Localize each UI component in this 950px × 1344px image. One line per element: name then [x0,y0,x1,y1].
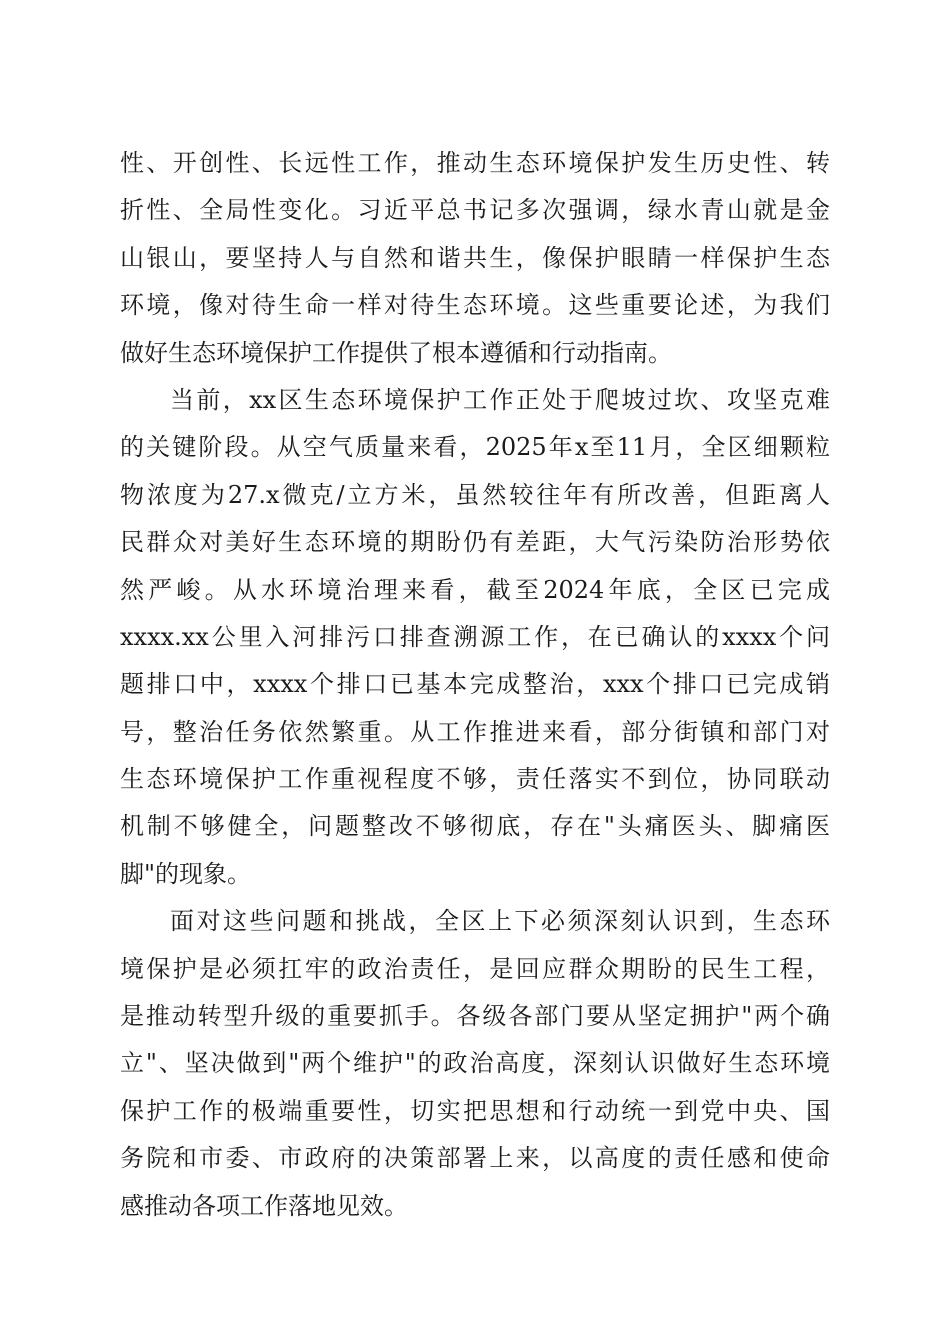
text-line: 山银山，要坚持人与自然和谐共生，像保护眼睛一样保护生态 [120,243,830,272]
text-line: 是推动转型升级的重要抓手。各级各部门要从坚定拥护"两个确 [120,1002,830,1031]
text-line: 折性、全局性变化。习近平总书记多次强调，绿水青山就是金 [120,196,830,225]
text-line: xxxx.xx公里入河排污口排查溯源工作，在已确认的xxxx个问 [120,622,830,651]
text-line: 感推动各项工作落地见效。 [120,1191,408,1220]
text-line: 境保护是必须扛牢的政治责任，是回应群众期盼的民生工程， [120,954,830,983]
text-line: 环境，像对待生命一样对待生态环境。这些重要论述，为我们 [120,291,830,320]
text-line: 保护工作的极端重要性，切实把思想和行动统一到党中央、国 [120,1096,830,1125]
text-line: 的关键阶段。从空气质量来看，2025年x至11月，全区细颗粒 [120,433,830,462]
paragraph-2 [120,377,830,898]
text-line: 当前，xx区生态环境保护工作正处于爬坡过坎、攻坚克难 [170,385,830,414]
text-line: 题排口中，xxxx个排口已基本完成整治，xxx个排口已完成销 [120,670,830,699]
text-line: 民群众对美好生态环境的期盼仍有差距，大气污染防治形势依 [120,528,830,557]
text-line: 立"、坚决做到"两个维护"的政治高度，深刻认识做好生态环境 [120,1049,830,1078]
text-line: 务院和市委、市政府的决策部署上来，以高度的责任感和使命 [120,1144,830,1173]
text-line: 机制不够健全，问题整改不够彻底，存在"头痛医头、脚痛医 [120,812,830,841]
text-line: 然严峻。从水环境治理来看，截至2024年底，全区已完成 [120,575,830,604]
document-body [120,140,830,1230]
text-line: 做好生态环境保护工作提供了根本遵循和行动指南。 [120,338,672,367]
paragraph-1 [120,140,830,377]
text-line: 号，整治任务依然繁重。从工作推进来看，部分街镇和部门对 [120,717,830,746]
text-line: 脚"的现象。 [120,859,252,888]
text-line: 性、开创性、长远性工作，推动生态环境保护发生历史性、转 [120,149,830,177]
text-line: 面对这些问题和挑战，全区上下必须深刻认识到，生态环 [170,907,830,936]
paragraph-3 [120,898,830,1230]
text-line: 物浓度为27.x微克/立方米，虽然较往年有所改善，但距离人 [120,480,830,509]
text-line: 生态环境保护工作重视程度不够，责任落实不到位，协同联动 [120,765,830,794]
